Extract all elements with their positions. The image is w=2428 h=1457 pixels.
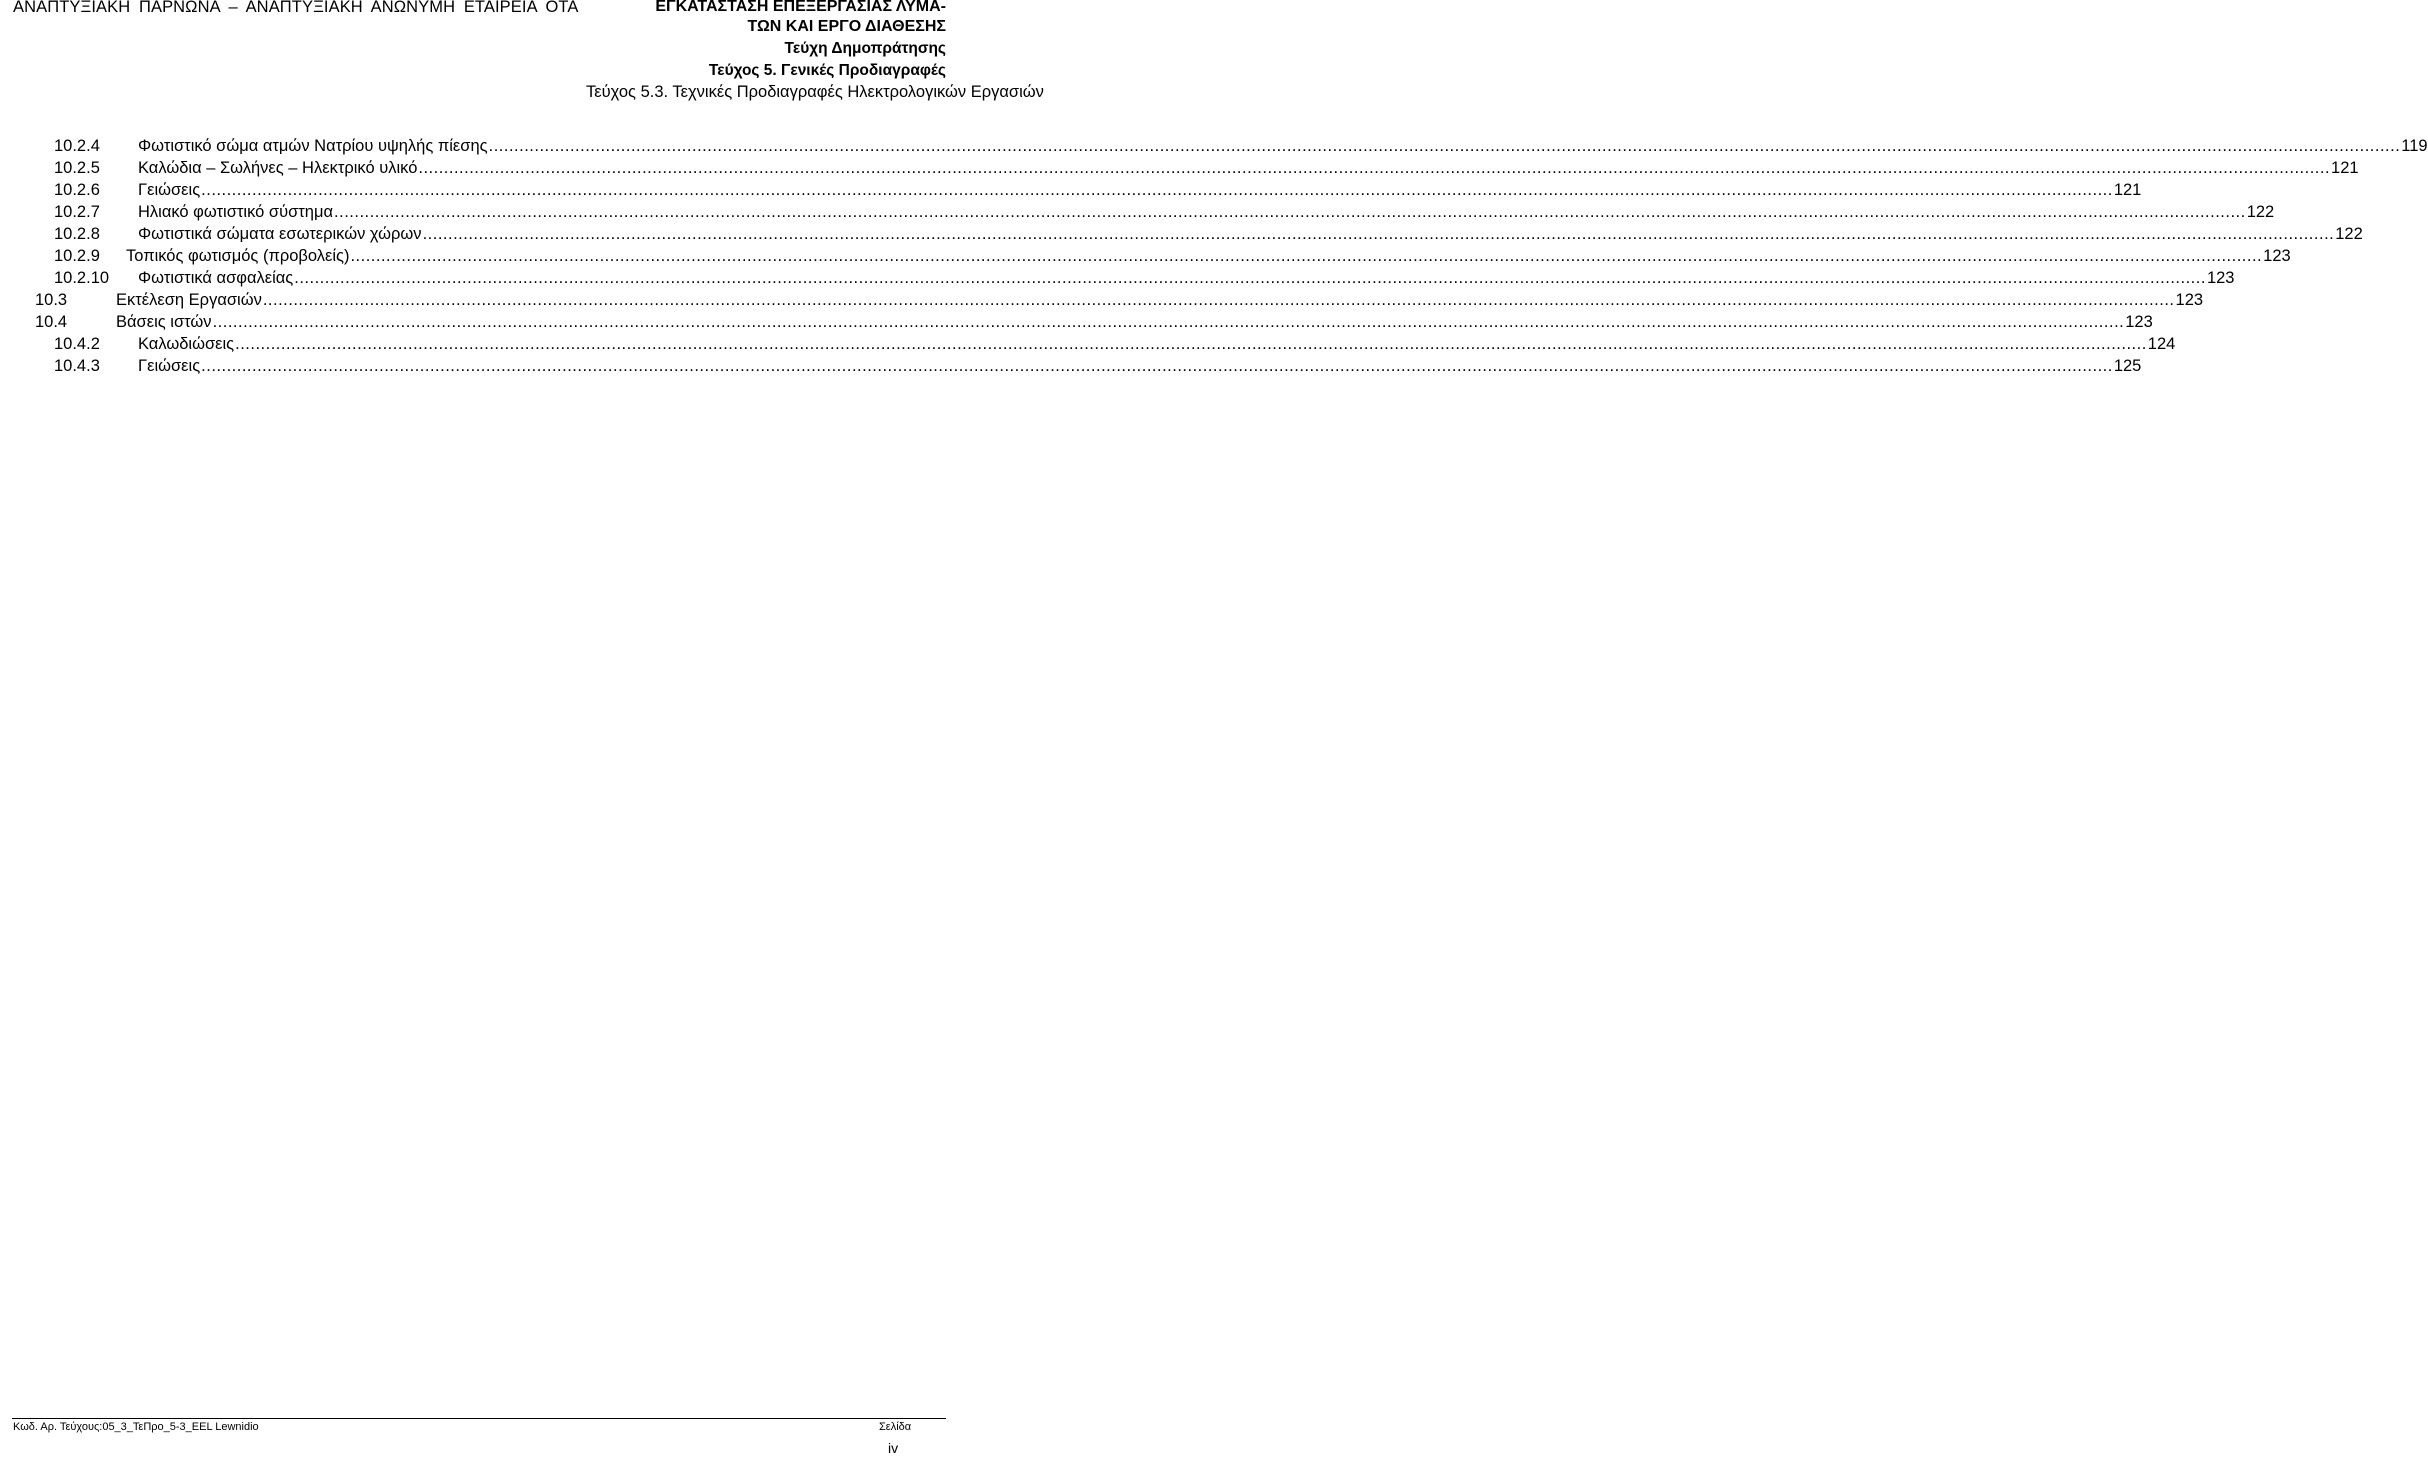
client-name-text: ΑΝΑΠΤΥΞΙΑΚΗ ΠΑΡΝΩΝΑ – ΑΝΑΠΤΥΞΙΑΚΗ ΑΝΩΝΥΜΗ ΕΤΑΙΡΕΙΑ ΟΤΑ	[13, 0, 579, 16]
toc-entry-number: 10.4.3	[54, 357, 100, 375]
toc-entry-title: Καλωδιώσεις	[138, 335, 235, 353]
toc-entry-number: 10.2.8	[54, 225, 100, 243]
toc-entry[interactable]	[0, 245, 2291, 267]
toc-dot-leader	[213, 311, 2125, 333]
toc-entry-title-row	[138, 333, 2176, 355]
toc-entry-number: 10.4.2	[54, 335, 100, 353]
toc-entry[interactable]	[0, 201, 2275, 223]
toc-entry-title-row	[138, 135, 2428, 157]
toc-entry[interactable]	[0, 157, 2359, 179]
toc-entry-title: Εκτέλεση Εργασιών	[116, 291, 262, 309]
toc-entry-title: Καλώδια – Σωλήνες – Ηλεκτρικό υλικό	[138, 159, 418, 177]
toc-entry[interactable]	[0, 355, 2142, 377]
toc-entry-title: Γειώσεις	[138, 181, 201, 199]
toc-entry-title-row	[138, 157, 2359, 179]
toc-entry-page: 124	[2147, 335, 2176, 353]
toc-dot-leader	[334, 201, 2246, 223]
toc-entry-page: 123	[2125, 313, 2153, 331]
toc-entry-title: Βάσεις ιστών	[116, 313, 212, 331]
toc-entry-page: 121	[2113, 181, 2142, 199]
document-subtitle: Τεύχη Δημοπράτησης	[784, 40, 946, 57]
header-client-name	[13, 0, 603, 17]
toc-entry-number: 10.2.6	[54, 181, 100, 199]
toc-entry-title-row	[138, 355, 2142, 377]
toc-entry-title: Γειώσεις	[138, 357, 201, 375]
footer-document-code: Κωδ. Αρ. Τεύχους:05_3_ΤεΠρο_5-3_EEL Lewnidio	[13, 1421, 259, 1433]
toc-entry[interactable]	[0, 289, 2204, 311]
toc-entry-title: Τοπικός φωτισμός (προβολείς)	[126, 247, 350, 265]
toc-entry-page: 121	[2331, 159, 2359, 177]
project-title-line1: ΕΓΚΑΤΑΣΤΑΣΗ ΕΠΕΞΕΡΓΑΣΙΑΣ ΛΥΜΑ-	[655, 0, 946, 15]
toc-entry-number: 10.2.9	[54, 247, 100, 265]
footer-page-label: Σελίδα	[879, 1421, 912, 1433]
toc-entry-title-row	[116, 289, 2204, 311]
toc-entry-page: 123	[2175, 291, 2204, 309]
toc-entry-page: 125	[2113, 357, 2142, 375]
footer-page-number: iv	[888, 1440, 899, 1456]
toc-dot-leader	[201, 179, 2113, 201]
toc-entry-title-row	[138, 179, 2142, 201]
toc-entry-page: 122	[2246, 203, 2275, 221]
document-volume: Τεύχος 5.3. Τεχνικές Προδιαγραφές Ηλεκτρολογικών Εργασιών	[586, 83, 1044, 101]
toc-entry[interactable]	[0, 267, 2235, 289]
toc-entry-title: Φωτιστικά ασφαλείας	[138, 269, 294, 287]
toc-entry-title-row	[138, 201, 2275, 223]
toc-entry[interactable]	[0, 135, 2428, 157]
toc-entry-title-row	[126, 245, 2291, 267]
toc-entry-title-row	[138, 267, 2235, 289]
footer-divider	[12, 1418, 946, 1419]
toc-entry-page: 119	[2401, 137, 2428, 155]
toc-dot-leader	[418, 157, 2330, 179]
toc-entry-title: Φωτιστικό σώμα ατμών Νατρίου υψηλής πίεσης	[138, 137, 488, 155]
toc-entry-title-row	[138, 223, 2363, 245]
toc-entry-page: 123	[2263, 247, 2291, 265]
toc-entry[interactable]	[0, 179, 2142, 201]
toc-entry-page: 122	[2335, 225, 2363, 243]
document-series: Τεύχος 5. Γενικές Προδιαγραφές	[708, 62, 946, 79]
toc-dot-leader	[489, 135, 2401, 157]
toc-entry-title: Ηλιακό φωτιστικό σύστημα	[138, 203, 334, 221]
toc-entry-title-row	[116, 311, 2153, 333]
toc-dot-leader	[423, 223, 2335, 245]
toc-entry-number: 10.2.4	[54, 137, 100, 155]
toc-dot-leader	[294, 267, 2206, 289]
toc-entry-title: Φωτιστικά σώματα εσωτερικών χώρων	[138, 225, 422, 243]
toc-entry-page: 123	[2206, 269, 2235, 287]
toc-entry-number: 10.2.5	[54, 159, 100, 177]
toc-entry[interactable]	[0, 333, 2176, 355]
project-title-line2: ΤΩΝ ΚΑΙ ΕΡΓΟ ΔΙΑΘΕΣΗΣ	[747, 18, 946, 35]
toc-dot-leader	[350, 245, 2262, 267]
header-project-block	[586, 0, 1044, 102]
toc-entry-number: 10.3	[35, 291, 68, 309]
toc-dot-leader	[263, 289, 2175, 311]
toc-entry-number: 10.4	[35, 313, 68, 331]
toc-entry[interactable]	[0, 223, 2363, 245]
toc-dot-leader	[235, 333, 2147, 355]
toc-dot-leader	[201, 355, 2113, 377]
toc-entry-number: 10.2.10	[54, 269, 110, 287]
toc-entry[interactable]	[0, 311, 2153, 333]
toc-entry-number: 10.2.7	[54, 203, 100, 221]
